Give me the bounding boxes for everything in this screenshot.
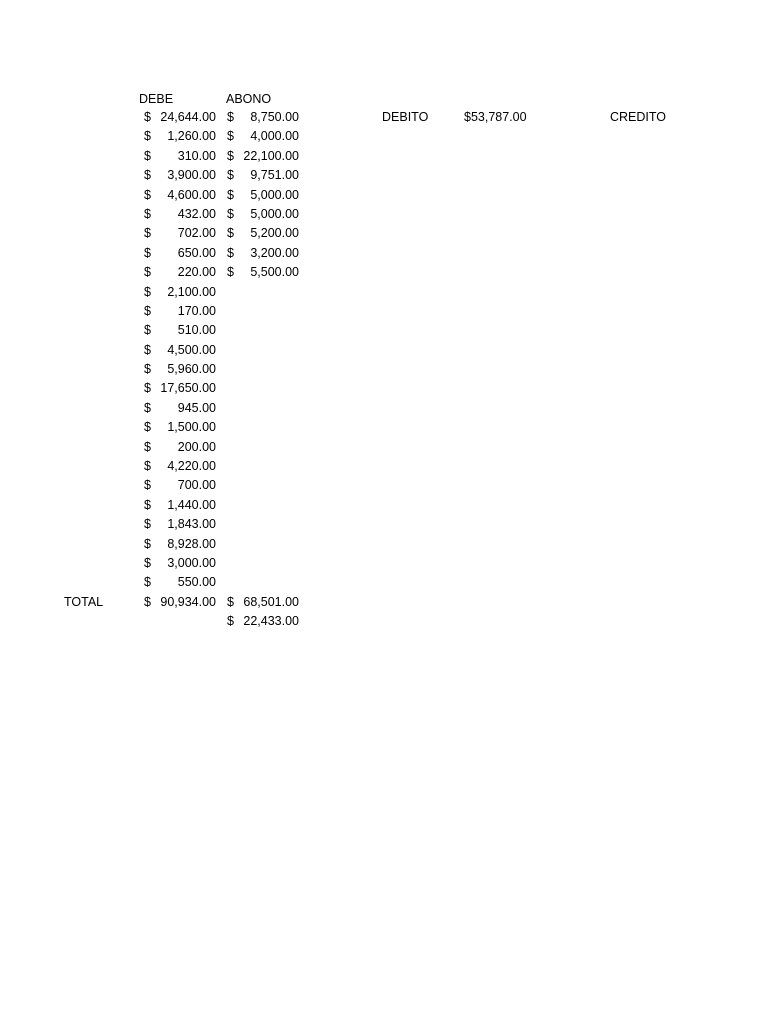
debe-amount: 17,650.00	[160, 381, 216, 396]
ledger-row	[0, 166, 768, 185]
ledger-row	[0, 535, 768, 554]
debe-amount: 1,260.00	[167, 129, 216, 144]
debe-amount: 1,500.00	[167, 420, 216, 435]
debe-currency-symbol: $	[144, 110, 151, 124]
ledger-row	[0, 127, 768, 146]
debe-currency-symbol: $	[144, 323, 151, 338]
debe-amount: 945.00	[177, 400, 216, 415]
ledger-row	[0, 360, 768, 379]
abono-currency-symbol: $	[227, 168, 234, 183]
header-debe: DEBE	[139, 92, 174, 106]
ledger-row	[0, 573, 768, 592]
debe-currency-symbol: $	[144, 342, 151, 357]
abono-amount: 3,200.00	[250, 245, 299, 260]
debe-currency-symbol: $	[144, 459, 151, 474]
ledger-row	[0, 476, 768, 495]
difference-amount: 22,433.00	[243, 614, 299, 629]
ledger-row	[0, 302, 768, 321]
abono-amount: 5,000.00	[250, 206, 299, 221]
debe-amount: 8,928.00	[167, 536, 216, 551]
debe-currency-symbol: $	[144, 284, 151, 299]
total-debe-currency-symbol: $	[144, 594, 151, 609]
abono-amount: 5,500.00	[250, 265, 299, 280]
debe-currency-symbol: $	[144, 168, 151, 183]
ledger-row	[0, 418, 768, 437]
abono-amount: 4,000.00	[250, 129, 299, 144]
debe-amount: 4,500.00	[167, 342, 216, 357]
debe-currency-symbol: $	[144, 303, 151, 318]
difference-currency-symbol: $	[227, 614, 234, 629]
ledger-row	[0, 244, 768, 263]
abono-amount: 9,751.00	[250, 168, 299, 183]
abono-currency-symbol: $	[227, 265, 234, 280]
abono-amount: 8,750.00	[250, 110, 299, 124]
ledger-row	[0, 263, 768, 282]
debe-currency-symbol: $	[144, 575, 151, 590]
debito-value: $53,787.00	[464, 110, 527, 124]
total-debe: 90,934.00	[160, 594, 216, 609]
credito-label: CREDITO	[610, 110, 667, 124]
debe-currency-symbol: $	[144, 129, 151, 144]
debe-amount: 310.00	[177, 148, 216, 163]
debe-amount: 3,000.00	[167, 555, 216, 570]
ledger-row	[0, 457, 768, 476]
ledger-row	[0, 554, 768, 573]
debe-amount: 700.00	[177, 478, 216, 493]
debe-currency-symbol: $	[144, 362, 151, 377]
debe-currency-symbol: $	[144, 400, 151, 415]
debe-currency-symbol: $	[144, 439, 151, 454]
total-label: TOTAL	[64, 594, 104, 609]
total-abono-currency-symbol: $	[227, 594, 234, 609]
abono-currency-symbol: $	[227, 187, 234, 202]
debe-amount: 24,644.00	[160, 110, 216, 124]
debe-amount: 510.00	[177, 323, 216, 338]
debe-currency-symbol: $	[144, 187, 151, 202]
debe-amount: 170.00	[177, 303, 216, 318]
debe-currency-symbol: $	[144, 148, 151, 163]
ledger-row	[0, 224, 768, 243]
ledger-row	[0, 147, 768, 166]
debe-amount: 1,843.00	[167, 517, 216, 532]
debe-currency-symbol: $	[144, 381, 151, 396]
header-abono: ABONO	[226, 92, 272, 106]
abono-currency-symbol: $	[227, 129, 234, 144]
debe-amount: 702.00	[177, 226, 216, 241]
totals-row	[0, 593, 768, 612]
abono-currency-symbol: $	[227, 226, 234, 241]
debe-currency-symbol: $	[144, 517, 151, 532]
debe-currency-symbol: $	[144, 245, 151, 260]
debe-amount: 4,600.00	[167, 187, 216, 202]
ledger-row	[0, 438, 768, 457]
debe-amount: 5,960.00	[167, 362, 216, 377]
debe-currency-symbol: $	[144, 226, 151, 241]
debe-amount: 1,440.00	[167, 497, 216, 512]
abono-amount: 5,000.00	[250, 187, 299, 202]
debe-currency-symbol: $	[144, 536, 151, 551]
ledger-row	[0, 283, 768, 302]
debito-label: DEBITO	[382, 110, 429, 124]
debe-amount: 3,900.00	[167, 168, 216, 183]
debe-currency-symbol: $	[144, 206, 151, 221]
abono-currency-symbol: $	[227, 245, 234, 260]
ledger-row	[0, 515, 768, 534]
ledger-row	[0, 186, 768, 205]
debe-currency-symbol: $	[144, 420, 151, 435]
ledger-row	[0, 341, 768, 360]
abono-currency-symbol: $	[227, 110, 234, 124]
ledger-row	[0, 379, 768, 398]
ledger-row	[0, 205, 768, 224]
debe-currency-symbol: $	[144, 497, 151, 512]
abono-amount: 22,100.00	[243, 148, 299, 163]
total-abono: 68,501.00	[243, 594, 299, 609]
debe-amount: 4,220.00	[167, 459, 216, 474]
ledger-row	[0, 108, 768, 127]
debe-currency-symbol: $	[144, 478, 151, 493]
debe-amount: 220.00	[177, 265, 216, 280]
debe-amount: 2,100.00	[167, 284, 216, 299]
debe-amount: 200.00	[177, 439, 216, 454]
debe-amount: 432.00	[177, 206, 216, 221]
ledger-row	[0, 496, 768, 515]
abono-currency-symbol: $	[227, 148, 234, 163]
debe-amount: 650.00	[177, 245, 216, 260]
abono-amount: 5,200.00	[250, 226, 299, 241]
ledger-row	[0, 321, 768, 340]
debe-amount: 550.00	[177, 575, 216, 590]
ledger-rows	[0, 108, 768, 632]
abono-currency-symbol: $	[227, 206, 234, 221]
debe-currency-symbol: $	[144, 555, 151, 570]
difference-row	[0, 612, 768, 631]
debe-currency-symbol: $	[144, 265, 151, 280]
ledger-row	[0, 399, 768, 418]
